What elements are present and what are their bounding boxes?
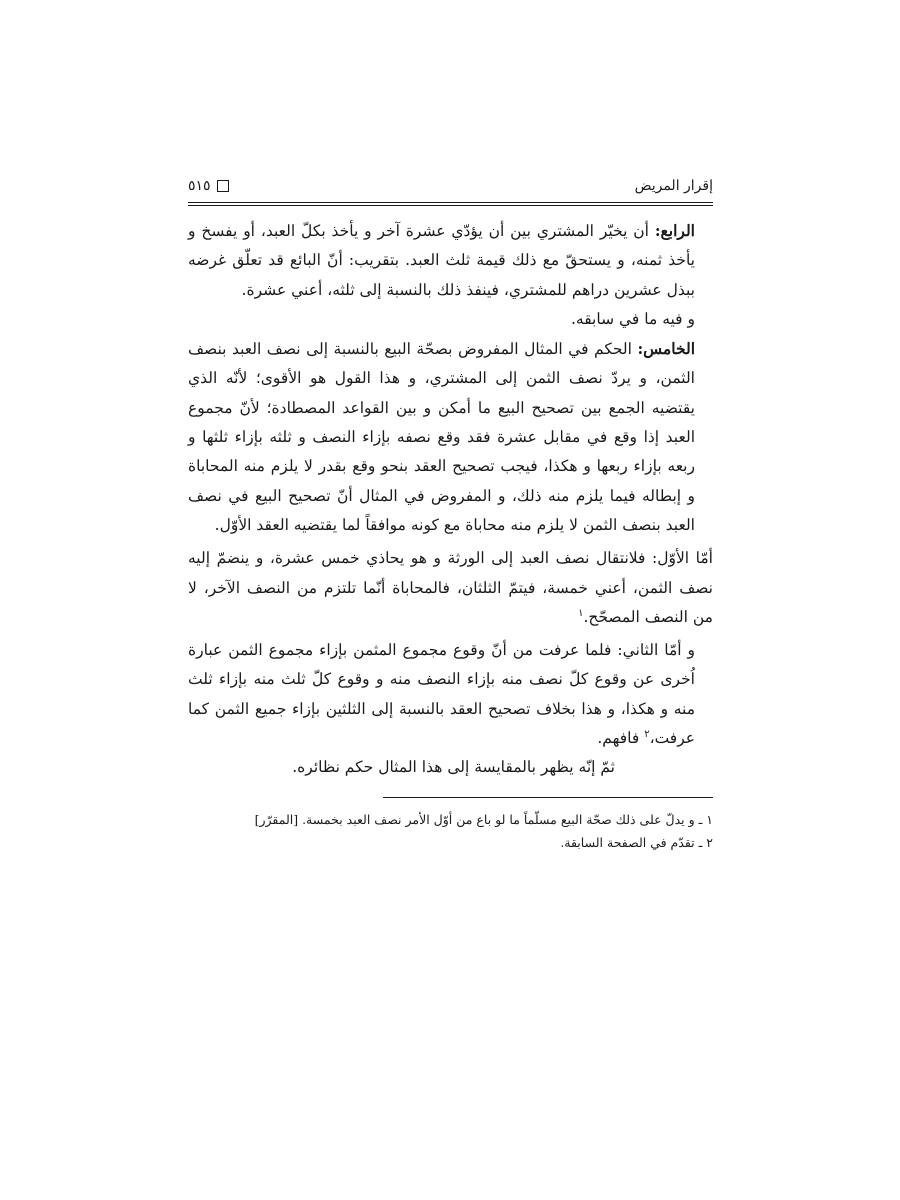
paragraph-second	[188, 636, 713, 753]
paragraph-text: ثمّ إنّه يظهر بالمقايسة إلى هذا المثال حكم نظائره.	[292, 758, 615, 777]
paragraph-text: أمّا الأوّل: فلانتقال نصف العبد إلى الورثة و هو يحاذي خمس عشرة، و ينضمّ إليه نصف الثمن، أعني خمسة، فيتمّ الثلثان، فالمحاباة أنّما تلتزم من النصف الآخر، لا من النصف المصحّح.	[188, 549, 713, 626]
main-text	[188, 216, 713, 783]
paragraph-conclusion	[188, 753, 713, 782]
header-rule	[188, 202, 713, 206]
paragraph-text: الحكم في المثال المفروض بصحّة البيع بالنسبة إلى نصف العبد بنصف الثمن، و يردّ نصف الثمن إلى المشتري، و هذا القول هو الأقوى؛ لأنّه الذي يقتضيه الجمع بين تصحيح البيع ما أمكن و بين القواعد المصطادة؛ لأنّ مجموع العبد إذا وقع في مقابل عشرة فقد وقع نصفه بإزاء النصف و ثلثه بإزاء ثلثها و ربعه بإزاء ربعها و هكذا، فيجب تصحيح العقد بنحو وقع بقدر لا يلزم منه المحاباة و إبطاله فيما يلزم منه ذلك، و المفروض في المثال أنّ تصحيح البيع في نصف العبد بنصف الثمن لا يلزم منه محاباة مع كونه موافقاً لما يقتضيه العقد الأوّل.	[188, 340, 695, 534]
paragraph-fifth	[188, 334, 713, 540]
paragraph-text: و فيه ما في سابقه.	[570, 309, 695, 328]
square-box-icon	[217, 180, 229, 192]
footnote-marker[interactable]: ٢	[644, 728, 650, 740]
paragraph-text: أن يخيّر المشتري بين أن يؤدّي عشرة آخر و يأخذ بكلّ العبد، أو يفسخ و يأخذ ثمنه، و يستحقّ مع ذلك قيمة ثلث العبد. بتقريب: أنّ البائع قد تعلّق غرضه ببذل عشرين دراهم للمشتري، فينفذ ذلك بالنسبة إلى ثلثه، أعني عشرة.	[188, 222, 695, 299]
footnote-marker[interactable]: ١	[578, 607, 584, 619]
running-title: إقرار المريض	[634, 178, 713, 194]
paragraph-fourth	[188, 216, 713, 305]
page-header	[188, 174, 713, 202]
paragraph-objection	[188, 305, 713, 334]
paragraph-tail: فافهم.	[597, 729, 645, 748]
page-number: ٥١٥	[188, 178, 211, 194]
paragraph-term: الخامس:	[637, 339, 695, 359]
document-page	[188, 174, 713, 854]
paragraph-term: الرابع:	[654, 221, 695, 240]
page-number-block	[188, 178, 229, 194]
paragraph-first	[188, 544, 713, 632]
footnotes	[188, 808, 713, 854]
footnote-2: ٢ ـ تقدّم في الصفحة السابقة.	[560, 834, 713, 850]
footnote-rule	[383, 797, 713, 798]
footnote-1: ١ ـ و يدلّ على ذلك صحّة البيع مسلّماً ما لو باع من أوّل الأمر نصف العبد بخمسة. [المقرّر]	[254, 811, 713, 827]
paragraph-text: و أمّا الثاني: فلما عرفت من أنّ وقوع مجموع المثمن بإزاء مجموع الثمن عبارة اُخرى عن وقوع كلّ نصف منه بإزاء النصف منه و وقوع كلّ ثلث منه بإزاء ثلث منه و هكذا، و هذا بخلاف تصحيح العقد بالنسبة إلى الثلثين بإزاء جميع الثمن كما عرفت،	[188, 641, 695, 748]
